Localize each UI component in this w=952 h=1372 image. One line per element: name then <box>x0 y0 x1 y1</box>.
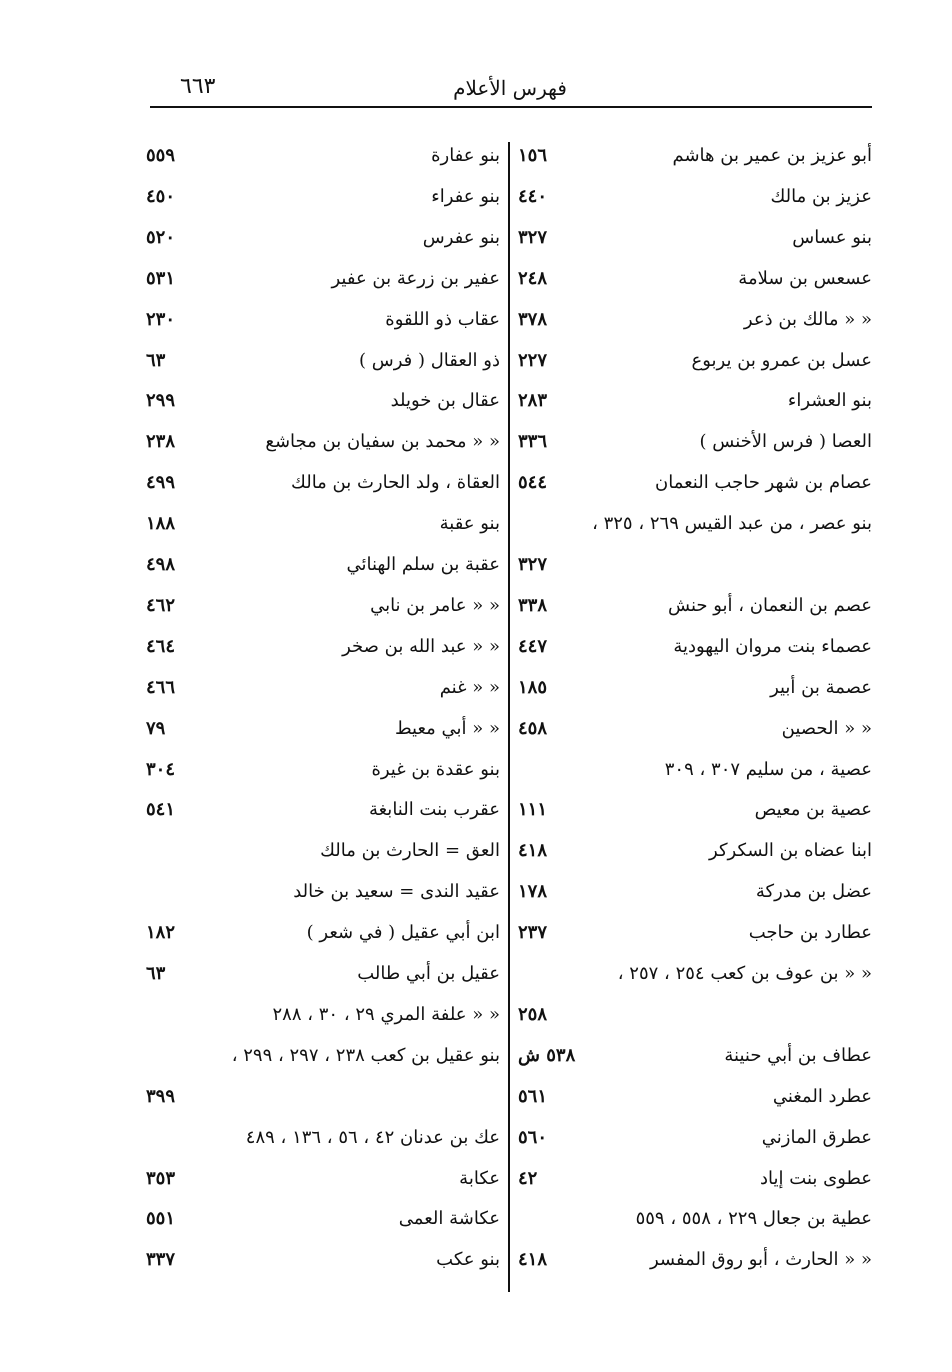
entry-name: عقيد الندى = سعيد بن خالد <box>293 881 500 903</box>
entry-pages: ٢٥٨ <box>518 1003 548 1025</box>
index-entry <box>512 547 872 583</box>
entry-name: ذو العقال ( فرس ) <box>359 349 500 371</box>
entry-name: « « غنم <box>439 676 500 698</box>
entry-pages: ٣٧٨ <box>518 308 548 330</box>
entry-pages: ٢٤٨ <box>518 267 548 289</box>
entry-name: عطوى بنت إياد <box>760 1167 872 1189</box>
index-entry <box>140 1242 500 1278</box>
entry-name: أبو عزيز بن عمير بن هاشم <box>672 145 872 166</box>
index-entry <box>512 1161 872 1197</box>
entry-name: « « مالك بن ذعر <box>743 308 872 330</box>
index-entry <box>512 588 872 624</box>
entry-name: عصمة بن أبير <box>770 676 872 698</box>
index-entry <box>140 383 500 419</box>
entry-name: « « محمد بن سفيان بن مجاشع <box>265 431 500 453</box>
index-entry <box>512 997 872 1033</box>
entry-pages: ١٨٢ <box>146 922 176 944</box>
index-entry <box>512 915 872 951</box>
entry-pages: ٤٥٠ <box>146 185 176 207</box>
entry-name: بنو عكب <box>436 1249 500 1271</box>
entry-pages: ٤٦٤ <box>146 635 176 657</box>
entry-pages: ٥٥٩ <box>146 145 176 166</box>
entry-name: عصية بن معيص <box>754 799 872 821</box>
entry-pages: ٢٢٧ <box>518 349 548 371</box>
entry-pages: ٥٤١ <box>146 799 176 821</box>
entry-pages: ٥٣١ <box>146 267 176 289</box>
index-entry <box>512 629 872 665</box>
index-entry <box>512 1038 872 1074</box>
entry-name: بنو عصر ، من عبد القيس ٢٦٩ ، ٣٢٥ ، <box>592 513 872 535</box>
index-entry <box>512 1201 872 1237</box>
entry-pages: ٦٣ <box>146 963 166 984</box>
index-entry <box>512 261 872 297</box>
entry-pages: ٢٩٩ <box>146 390 176 412</box>
entry-pages: ١٥٦ <box>518 145 548 166</box>
entry-name: عسل بن عمرو بن يربوع <box>691 349 872 371</box>
entry-pages: ٢٣٠ <box>146 308 176 330</box>
index-entry <box>140 506 500 542</box>
entry-pages: ١١١ <box>518 799 548 821</box>
entry-name: عطرد المغني <box>772 1085 872 1107</box>
entry-pages: ٤١٨ <box>518 840 548 862</box>
index-entry <box>512 1242 872 1278</box>
index-entry <box>512 792 872 828</box>
column-divider <box>508 142 510 1292</box>
index-entry <box>512 752 872 788</box>
index-entry <box>512 711 872 747</box>
entry-pages: ٣٩٩ <box>146 1085 176 1107</box>
entry-name: العصا ( فرس الأخنس ) <box>699 431 872 453</box>
index-entry <box>140 792 500 828</box>
entry-pages: ٤١٨ <box>518 1249 548 1271</box>
index-entry <box>140 547 500 583</box>
entry-name: بنو عفرس <box>422 226 500 248</box>
index-entry <box>140 179 500 215</box>
entry-pages: ٥٥١ <box>146 1208 176 1230</box>
index-entry <box>512 383 872 419</box>
entry-pages: ٦٣ <box>146 349 166 371</box>
index-entry <box>140 1161 500 1197</box>
index-entry <box>140 874 500 910</box>
index-entry <box>512 670 872 706</box>
entry-name: عقال بن خويلد <box>390 390 500 412</box>
entry-pages: ٣٠٤ <box>146 758 176 780</box>
entry-pages: ٤٦٢ <box>146 594 176 616</box>
entry-pages: ٥٤٤ <box>518 472 548 494</box>
entry-name: بنو عقيل بن كعب ٢٣٨ ، ٢٩٧ ، ٢٩٩ ، <box>231 1044 500 1066</box>
entry-name: « « الحارث ، أبو روق المفسر <box>649 1249 872 1271</box>
page-title: فهرس الأعلام <box>453 76 567 100</box>
entry-name: عطرق المازني <box>761 1126 872 1148</box>
entry-name: بنو عفارة <box>431 145 500 166</box>
entry-name: عكابة <box>459 1167 500 1189</box>
entry-name: ابنا عضاه بن السكركر <box>709 840 872 862</box>
entry-pages: ٧٩ <box>146 717 166 739</box>
entry-name: ابن أبي عقيل ( في شعر ) <box>306 922 500 944</box>
entry-pages: ٥٢٠ <box>146 226 176 248</box>
entry-pages: ٥٦٠ <box>518 1126 548 1148</box>
index-entry <box>512 465 872 501</box>
index-entry <box>140 220 500 256</box>
index-entry <box>512 424 872 460</box>
entry-name: « « الحصين <box>781 717 872 739</box>
entry-pages: ٣٣٧ <box>146 1249 176 1271</box>
entry-pages: ٤٤٧ <box>518 635 548 657</box>
entry-name: عطارد بن حاجب <box>748 922 872 944</box>
index-entry <box>512 956 872 992</box>
entry-name: عقبة بن سلم الهنائي <box>346 554 500 575</box>
index-entry <box>140 138 500 174</box>
index-column-right <box>512 138 872 1298</box>
entry-pages: ٤٢ <box>518 1167 538 1189</box>
index-entry <box>140 1038 500 1074</box>
entry-pages: ٤٩٩ <box>146 472 176 494</box>
entry-pages: ٣٢٧ <box>518 554 548 575</box>
entry-name: عك بن عدنان ٤٢ ، ٥٦ ، ١٣٦ ، ٤٨٩ <box>245 1126 500 1148</box>
entry-name: بنو عقدة بن غيرة <box>371 758 500 780</box>
entry-pages: ٢٣٧ <box>518 922 548 944</box>
entry-name: بنو عساس <box>792 226 872 248</box>
index-entry <box>140 261 500 297</box>
entry-name: عصماء بنت مروان اليهودية <box>673 635 872 657</box>
index-entry <box>140 424 500 460</box>
index-entry <box>512 302 872 338</box>
header-rule <box>150 106 872 108</box>
index-entry <box>140 1201 500 1237</box>
entry-pages: ٤٤٠ <box>518 185 548 207</box>
index-entry <box>512 179 872 215</box>
entry-name: بنو عفراء <box>431 185 500 207</box>
entry-pages: ٣٣٦ <box>518 431 548 453</box>
entry-name: « « علفة المري ٢٩ ، ٣٠ ، ٢٨٨ <box>272 1003 500 1025</box>
entry-pages: ٤٩٨ <box>146 554 176 575</box>
entry-name: العقاة ، ولد الحارث بن مالك <box>291 472 500 494</box>
index-entry <box>140 1120 500 1156</box>
index-entry <box>140 629 500 665</box>
entry-pages: ٥٦١ <box>518 1085 548 1107</box>
entry-name: بنو عقبة <box>439 513 500 535</box>
index-entry <box>512 138 872 174</box>
index-entry <box>512 220 872 256</box>
index-entry <box>140 588 500 624</box>
entry-pages: ١٧٨ <box>518 881 548 903</box>
index-entry <box>140 302 500 338</box>
index-column-left <box>140 138 500 1298</box>
index-entry <box>140 915 500 951</box>
entry-pages: ٣٣٨ <box>518 594 548 616</box>
index-entry <box>140 752 500 788</box>
entry-pages: ٤٥٨ <box>518 717 548 739</box>
entry-name: « « عامر بن نابي <box>370 594 500 616</box>
index-entry <box>512 343 872 379</box>
entry-pages: ١٨٨ <box>146 513 176 535</box>
entry-name: عصم بن النعمان ، أبو حنش <box>668 594 872 616</box>
entry-pages: ١٨٥ <box>518 676 548 698</box>
entry-name: عصام بن شهر حاجب النعمان <box>654 472 872 494</box>
index-entry <box>140 465 500 501</box>
entry-name: العق = الحارث بن مالك <box>320 840 500 862</box>
page-header <box>150 72 870 106</box>
index-entry <box>512 1120 872 1156</box>
page-number: ٦٦٣ <box>180 74 216 99</box>
entry-pages: ٤٦٦ <box>146 676 176 698</box>
index-entry <box>140 711 500 747</box>
entry-name: عطية بن جعال ٢٢٩ ، ٥٥٨ ، ٥٥٩ <box>635 1208 872 1230</box>
entry-name: عقيل بن أبي طالب <box>357 963 500 984</box>
entry-pages: ٥٣٨ ش <box>518 1044 576 1066</box>
index-entry <box>140 343 500 379</box>
entry-name: عفير بن زرعة بن عفير <box>331 267 500 289</box>
entry-name: عقاب ذو اللقوة <box>385 308 500 330</box>
entry-name: عكاشة العمى <box>398 1208 500 1230</box>
entry-pages: ٣٥٣ <box>146 1167 176 1189</box>
index-entry <box>140 1079 500 1115</box>
entry-name: عسعس بن سلامة <box>738 267 872 289</box>
entry-pages: ٣٢٧ <box>518 226 548 248</box>
index-entry <box>512 833 872 869</box>
index-entry <box>512 506 872 542</box>
index-entry <box>140 670 500 706</box>
entry-name: عقرب بنت النابغة <box>368 799 500 821</box>
entry-name: « « أبي معيط <box>394 717 500 739</box>
entry-name: عضل بن مدركة <box>755 881 872 903</box>
entry-name: عزيز بن مالك <box>770 185 872 207</box>
entry-pages: ٢٨٣ <box>518 390 548 412</box>
entry-name: عطاف بن أبي حنينة <box>724 1044 872 1066</box>
index-entry <box>140 833 500 869</box>
entry-name: « « بن عوف بن كعب ٢٥٤ ، ٢٥٧ ، <box>617 963 872 984</box>
index-entry <box>140 997 500 1033</box>
entry-name: عصية ، من سليم ٣٠٧ ، ٣٠٩ <box>664 758 872 780</box>
index-entry <box>140 956 500 992</box>
entry-name: « « عبد الله بن صخر <box>342 635 500 657</box>
index-entry <box>512 1079 872 1115</box>
index-entry <box>512 874 872 910</box>
entry-pages: ٢٣٨ <box>146 431 176 453</box>
entry-name: بنو العشراء <box>787 390 872 412</box>
